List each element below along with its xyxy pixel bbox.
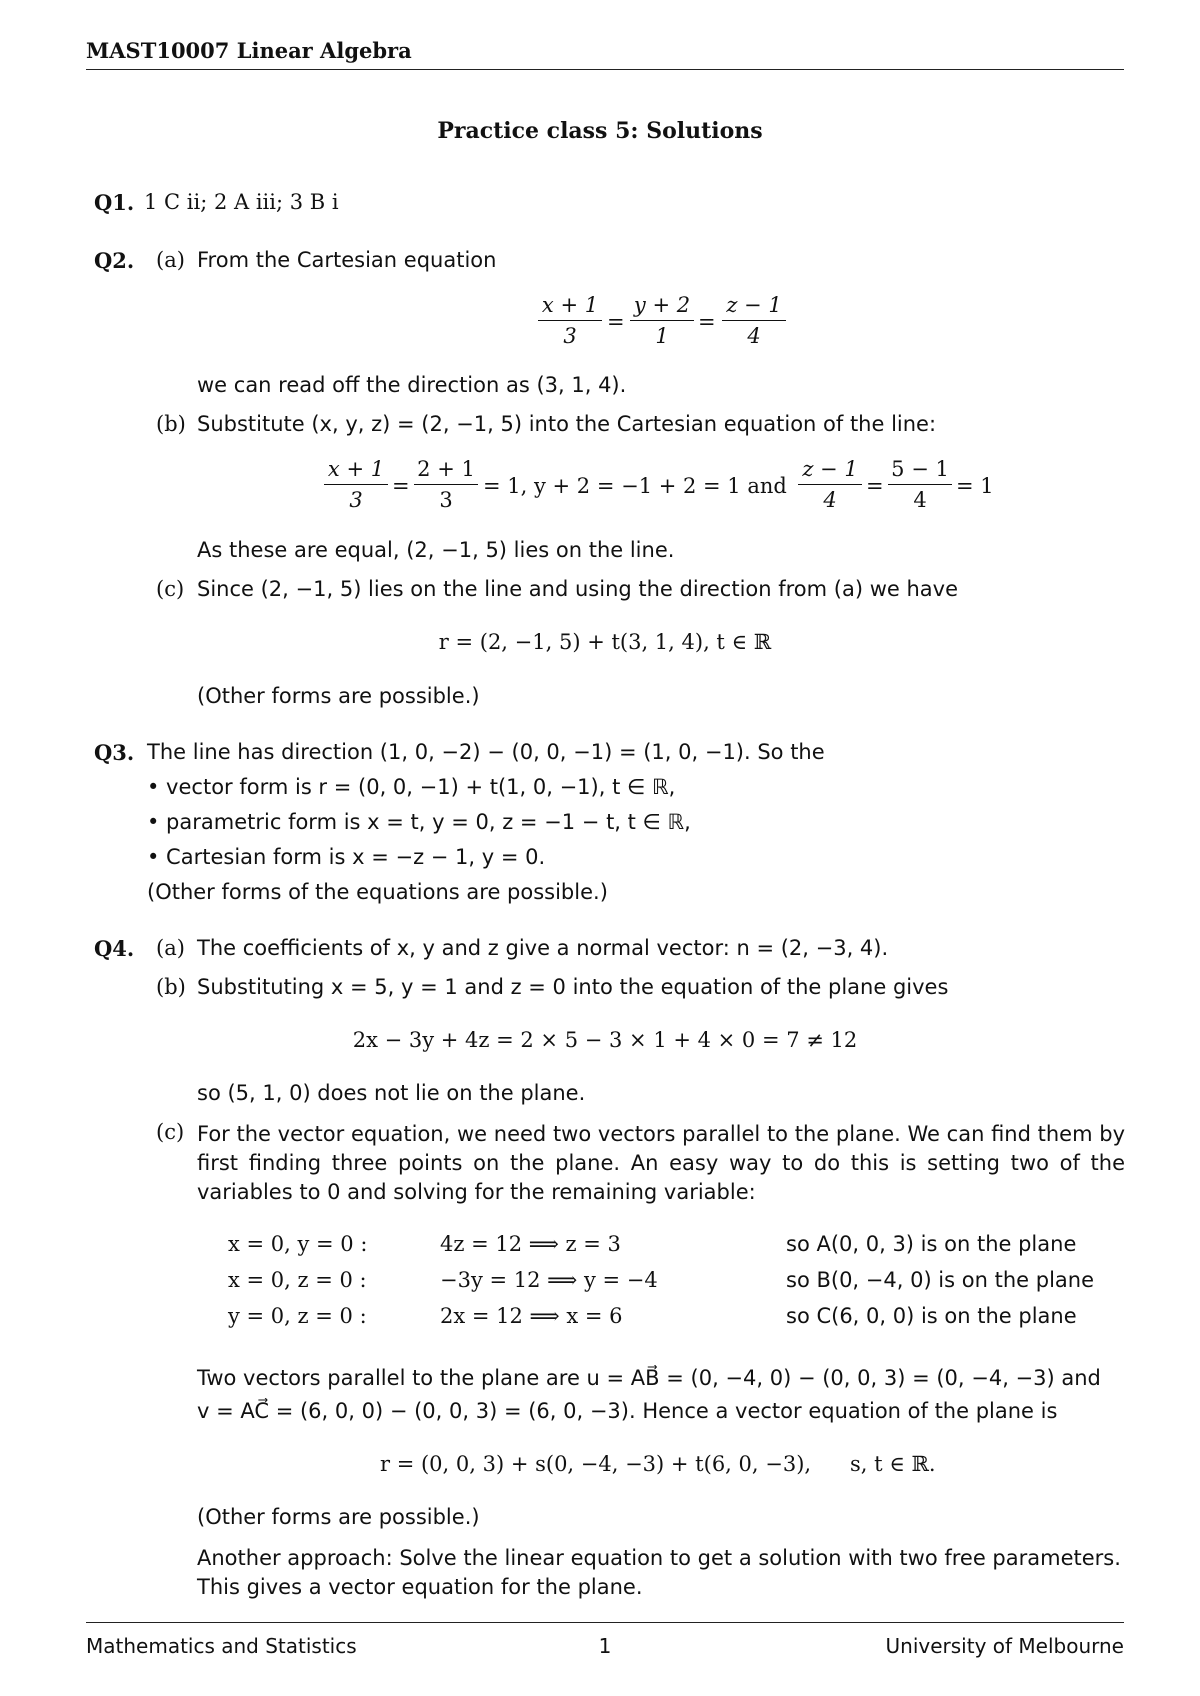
q4c-row1-point: so A(0, 0, 3) is on the plane — [786, 1232, 1077, 1256]
q4c-row2-condition: x = 0, z = 0 : — [228, 1268, 367, 1292]
q4c-row2-point: so B(0, −4, 0) is on the plane — [786, 1268, 1094, 1292]
q3-bullet-parametric: • parametric form is x = t, y = 0, z = −1 − t, t ∈ ℝ, — [147, 810, 691, 834]
q1-text: 1 C ii; 2 A iii; 3 B i — [144, 190, 339, 214]
q4a-label: (a) — [156, 936, 185, 960]
q4c-after: (Other forms are possible.) — [197, 1505, 480, 1529]
q2a-text: From the Cartesian equation — [197, 248, 497, 272]
q2a-after: we can read off the direction as (3, 1, 4). — [197, 373, 627, 397]
q2b-fraction-1: x + 1 3 — [324, 457, 388, 512]
q2b-fraction-2: 2 + 1 3 — [414, 457, 478, 512]
q3-text: The line has direction (1, 0, −2) − (0, 0, −1) = (1, 0, −1). So the — [147, 740, 825, 764]
page-title: Practice class 5: Solutions — [437, 118, 763, 144]
q2a-equals-2: = — [698, 310, 716, 334]
q2b-text: Substitute (x, y, z) = (2, −1, 5) into the Cartesian equation of the line: — [197, 412, 937, 436]
footer-left: Mathematics and Statistics — [86, 1634, 357, 1658]
q4c-row2-solve: −3y = 12 ⟹ y = −4 — [440, 1268, 658, 1292]
q4c-row3-solve: 2x = 12 ⟹ x = 6 — [440, 1304, 623, 1328]
q4c-vectors-line2: v = AC⃗ = (6, 0, 0) − (0, 0, 3) = (6, 0, −3). Hence a vector equation of the plane is — [197, 1399, 1058, 1423]
q2b-label: (b) — [156, 412, 186, 436]
q2c-after: (Other forms are possible.) — [197, 684, 480, 708]
q2b-equals-1: = — [392, 474, 410, 498]
q4b-text: Substituting x = 5, y = 1 and z = 0 into the equation of the plane gives — [197, 975, 949, 999]
q4a-text: The coefficients of x, y and z give a normal vector: n = (2, −3, 4). — [197, 936, 889, 960]
q4c-row1-solve: 4z = 12 ⟹ z = 3 — [440, 1232, 621, 1256]
q4c-plane-params: s, t ∈ ℝ. — [850, 1452, 936, 1476]
q4c-label: (c) — [156, 1120, 185, 1144]
q3-label: Q3. — [94, 740, 135, 765]
q4b-after: so (5, 1, 0) does not lie on the plane. — [197, 1081, 586, 1105]
q2-label: Q2. — [94, 248, 135, 273]
q4c-plane-equation: r = (0, 0, 3) + s(0, −4, −3) + t(6, 0, −3), — [380, 1452, 812, 1476]
q3-after: (Other forms of the equations are possible.) — [147, 880, 608, 904]
q2a-fraction-3: z − 1 4 — [722, 293, 786, 348]
q4c-vectors-line1: Two vectors parallel to the plane are u = AB⃗ = (0, −4, 0) − (0, 0, 3) = (0, −4, −3) and — [197, 1366, 1101, 1390]
q2a-fraction-2: y + 2 1 — [630, 293, 694, 348]
q4c-alternative: Another approach: Solve the linear equation to get a solution with two free parameters. This gives a vector equation for the plane. — [197, 1546, 1121, 1599]
q4-label: Q4. — [94, 936, 135, 961]
q3-bullet-vector: • vector form is r = (0, 0, −1) + t(1, 0, −1), t ∈ ℝ, — [147, 775, 676, 799]
q2b-fraction-4: 5 − 1 4 — [888, 457, 952, 512]
q2b-end: = 1 — [956, 474, 994, 498]
q2b-equals-3: = — [866, 474, 884, 498]
q4c-row3-condition: y = 0, z = 0 : — [228, 1304, 367, 1328]
footer-rule — [86, 1622, 1124, 1623]
q2c-equation: r = (2, −1, 5) + t(3, 1, 4), t ∈ ℝ — [438, 630, 772, 654]
footer-right: University of Melbourne — [885, 1634, 1124, 1658]
header-rule — [86, 69, 1124, 70]
q2b-after: As these are equal, (2, −1, 5) lies on the line. — [197, 538, 675, 562]
course-header: MAST10007 Linear Algebra — [86, 38, 412, 63]
q2a-equals-1: = — [607, 310, 625, 334]
q4b-equation: 2x − 3y + 4z = 2 × 5 − 3 × 1 + 4 × 0 = 7 ≠ 12 — [352, 1028, 858, 1052]
page-number: 1 — [598, 1634, 612, 1658]
q4c-text: For the vector equation, we need two vectors parallel to the plane. We can find them by first finding three points on the plane. An easy way to do this is setting two of the variables to 0 and solving for the remaining variable: — [197, 1122, 1125, 1204]
q4b-label: (b) — [156, 975, 186, 999]
q2c-label: (c) — [156, 577, 185, 601]
q2c-text: Since (2, −1, 5) lies on the line and using the direction from (a) we have — [197, 577, 959, 601]
q4c-row3-point: so C(6, 0, 0) is on the plane — [786, 1304, 1077, 1328]
q2b-middle: = 1, y + 2 = −1 + 2 = 1 and — [483, 474, 787, 498]
q2a-fraction-1: x + 1 3 — [538, 293, 602, 348]
q2a-label: (a) — [156, 248, 185, 272]
q3-bullet-cartesian: • Cartesian form is x = −z − 1, y = 0. — [147, 845, 546, 869]
q1-label: Q1. — [94, 190, 135, 215]
q2b-fraction-3: z − 1 4 — [798, 457, 862, 512]
q4c-row1-condition: x = 0, y = 0 : — [228, 1232, 368, 1256]
